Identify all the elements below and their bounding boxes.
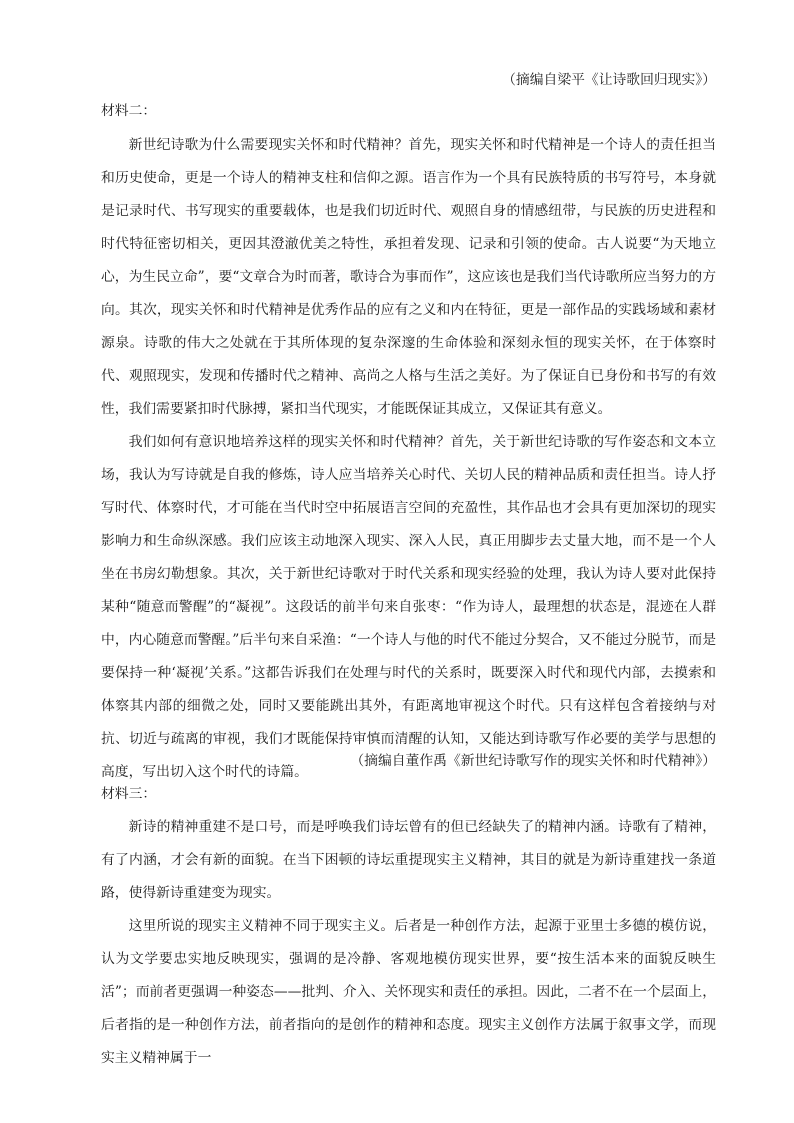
material-3-paragraph-1: 新诗的精神重建不是口号，而是呼唤我们诗坛曾有的但已经缺失了的精神内涵。诗歌有了精神，有了内涵，才会有新的面貌。在当下困顿的诗坛重提现实主义精神，其目的就是为新诗重建找一条道路，使得新诗重建变为现实。 xyxy=(101,819,716,901)
material-2-label: 材料二： xyxy=(101,103,157,119)
material-3-body xyxy=(101,811,716,1075)
material-3-paragraph-2: 这里所说的现实主义精神不同于现实主义。后者是一种创作方法，起源于亚里士多德的模仿说，认为文学要忠实地反映现实，强调的是冷静、客观地模仿现实世界，要“按生活本来的面貌反映生活”；而前者更强调一种姿态——批判、介入、关怀现实和责任的承担。因此，二者不在一个层面上，后者指的是一种创作方法，前者指向的是创作的精神和态度。现实主义创作方法属于叙事文学，而现实主义精神属于一 xyxy=(101,918,716,1066)
material-2-body xyxy=(101,129,716,789)
source-citation-1: （摘编自梁平《让诗歌回归现实》） xyxy=(502,72,716,88)
material-3-label: 材料三： xyxy=(101,786,157,802)
source-citation-2: （摘编自董作禹《新世纪诗歌写作的现实关怀和时代精神》） xyxy=(350,753,716,769)
material-2-paragraph-2: 我们如何有意识地培养这样的现实关怀和时代精神？首先，关于新世纪诗歌的写作姿态和文本立场，我认为写诗就是自我的修炼，诗人应当培养关心时代、关切人民的精神品质和责任担当。诗人抒写时代、体察时代，才可能在当代时空中拓展语言空间的充盈性，其作品也才会具有更加深切的现实影响力和生命纵深感。我们应该主动地深入现实、深入人民，真正用脚步去丈量大地，而不是一个人坐在书房幻勒想象。其次，关于新世纪诗歌对于时代关系和现实经验的处理，我认为诗人要对此保持某种“随意而警醒”的“凝视”。这段话的前半句来自张枣：“作为诗人，最理想的状态是，混迹在人群中，内心随意而警醒。”后半句来自采渔：“一个诗人与他的时代不能过分契合，又不能过分脱节，而是要保持一种‘凝视’关系。”这都告诉我们在处理与时代的关系时，既要深入时代和现代内部，去摸索和体察其内部的细微之处，同时又要能跳出其外，有距离地审视这个时代。只有这样包含着接纳与对抗、切近与疏离的审视，我们才既能保持审慎而清醒的认知，又能达到诗歌写作必要的美学与思想的高度，写出切入这个时代的诗篇。 xyxy=(101,434,716,780)
material-2-paragraph-1: 新世纪诗歌为什么需要现实关怀和时代精神？首先，现实关怀和时代精神是一个诗人的责任担当和历史使命，更是一个诗人的精神支柱和信仰之源。语言作为一个具有民族特质的书写符号，本身就是记录时代、书写现实的重要载体，也是我们切近时代、观照自身的情感纽带，与民族的历史进程和时代特征密切相关，更因其澄澈优美之特性，承担着发现、记录和引领的使命。古人说要“为天地立心，为生民立命”，要“文章合为时而著，歌诗合为事而作”，这应该也是我们当代诗歌所应当努力的方向。其次，现实关怀和时代精神是优秀作品的应有之义和内在特征，更是一部作品的实践场域和素材源泉。诗歌的伟大之处就在于其所体现的复杂深邃的生命体验和深刻永恒的现实关怀，在于体察时代、观照现实，发现和传播时代之精神、高尚之人格与生活之美好。为了保证自已身份和书写的有效性，我们需要紧扣时代脉搏，紧扣当代现实，才能既保证其成立，又保证其有意义。 xyxy=(101,137,716,417)
